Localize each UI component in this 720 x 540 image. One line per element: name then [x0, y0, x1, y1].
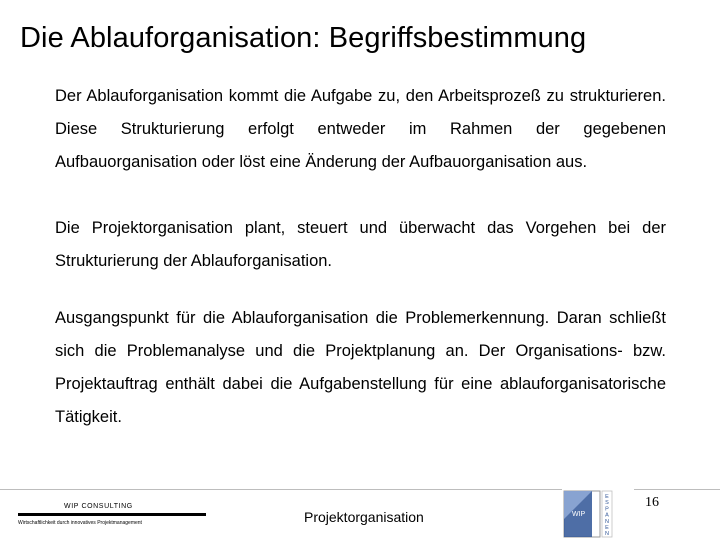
logo-letter: A — [605, 512, 609, 519]
logo-letter: E — [605, 494, 609, 500]
logo-wordmark: WIP — [572, 511, 586, 518]
slide-title: Die Ablauforganisation: Begriffsbestimmung — [20, 22, 587, 54]
logo-letter: P — [605, 506, 609, 513]
wip-logo-icon — [562, 489, 634, 539]
page-number: 16 — [645, 495, 659, 510]
paragraph-project-organisation: Die Projektorganisation plant, steuert und überwacht das Vorgehen bei der Strukturierung der Ablauforganisation. — [55, 219, 666, 270]
logo-letter: E — [605, 525, 609, 531]
footer-title: Projektorganisation — [304, 509, 424, 525]
logo-letter: S — [605, 500, 609, 507]
footer-company-tagline: Wirtschaftlichkeit durch innovatives Projektmanagement — [18, 520, 142, 526]
paragraph-starting-point: Ausgangspunkt für die Ablauforganisation die Problemerkennung. Daran schließt sich die Problemanalyse und die Projektplanung an. Der Organisations- bzw. Projektauftrag enthält dabei die Aufgabenstellung für eine ablauforganisatorische Tätigkeit. — [55, 309, 666, 426]
logo-letter: N — [605, 531, 609, 538]
paragraph-definition: Der Ablauforganisation kommt die Aufgabe zu, den Arbeitsprozeß zu strukturieren. Diese Strukturierung erfolgt entweder im Rahmen der gegebenen Aufbauorganisation oder löst eine Änderung der Aufbauorganisation aus. — [55, 87, 666, 171]
footer-company-name: WIP CONSULTING — [64, 503, 133, 510]
logo-letter: N — [605, 518, 609, 525]
footer-company-bar — [18, 513, 206, 516]
